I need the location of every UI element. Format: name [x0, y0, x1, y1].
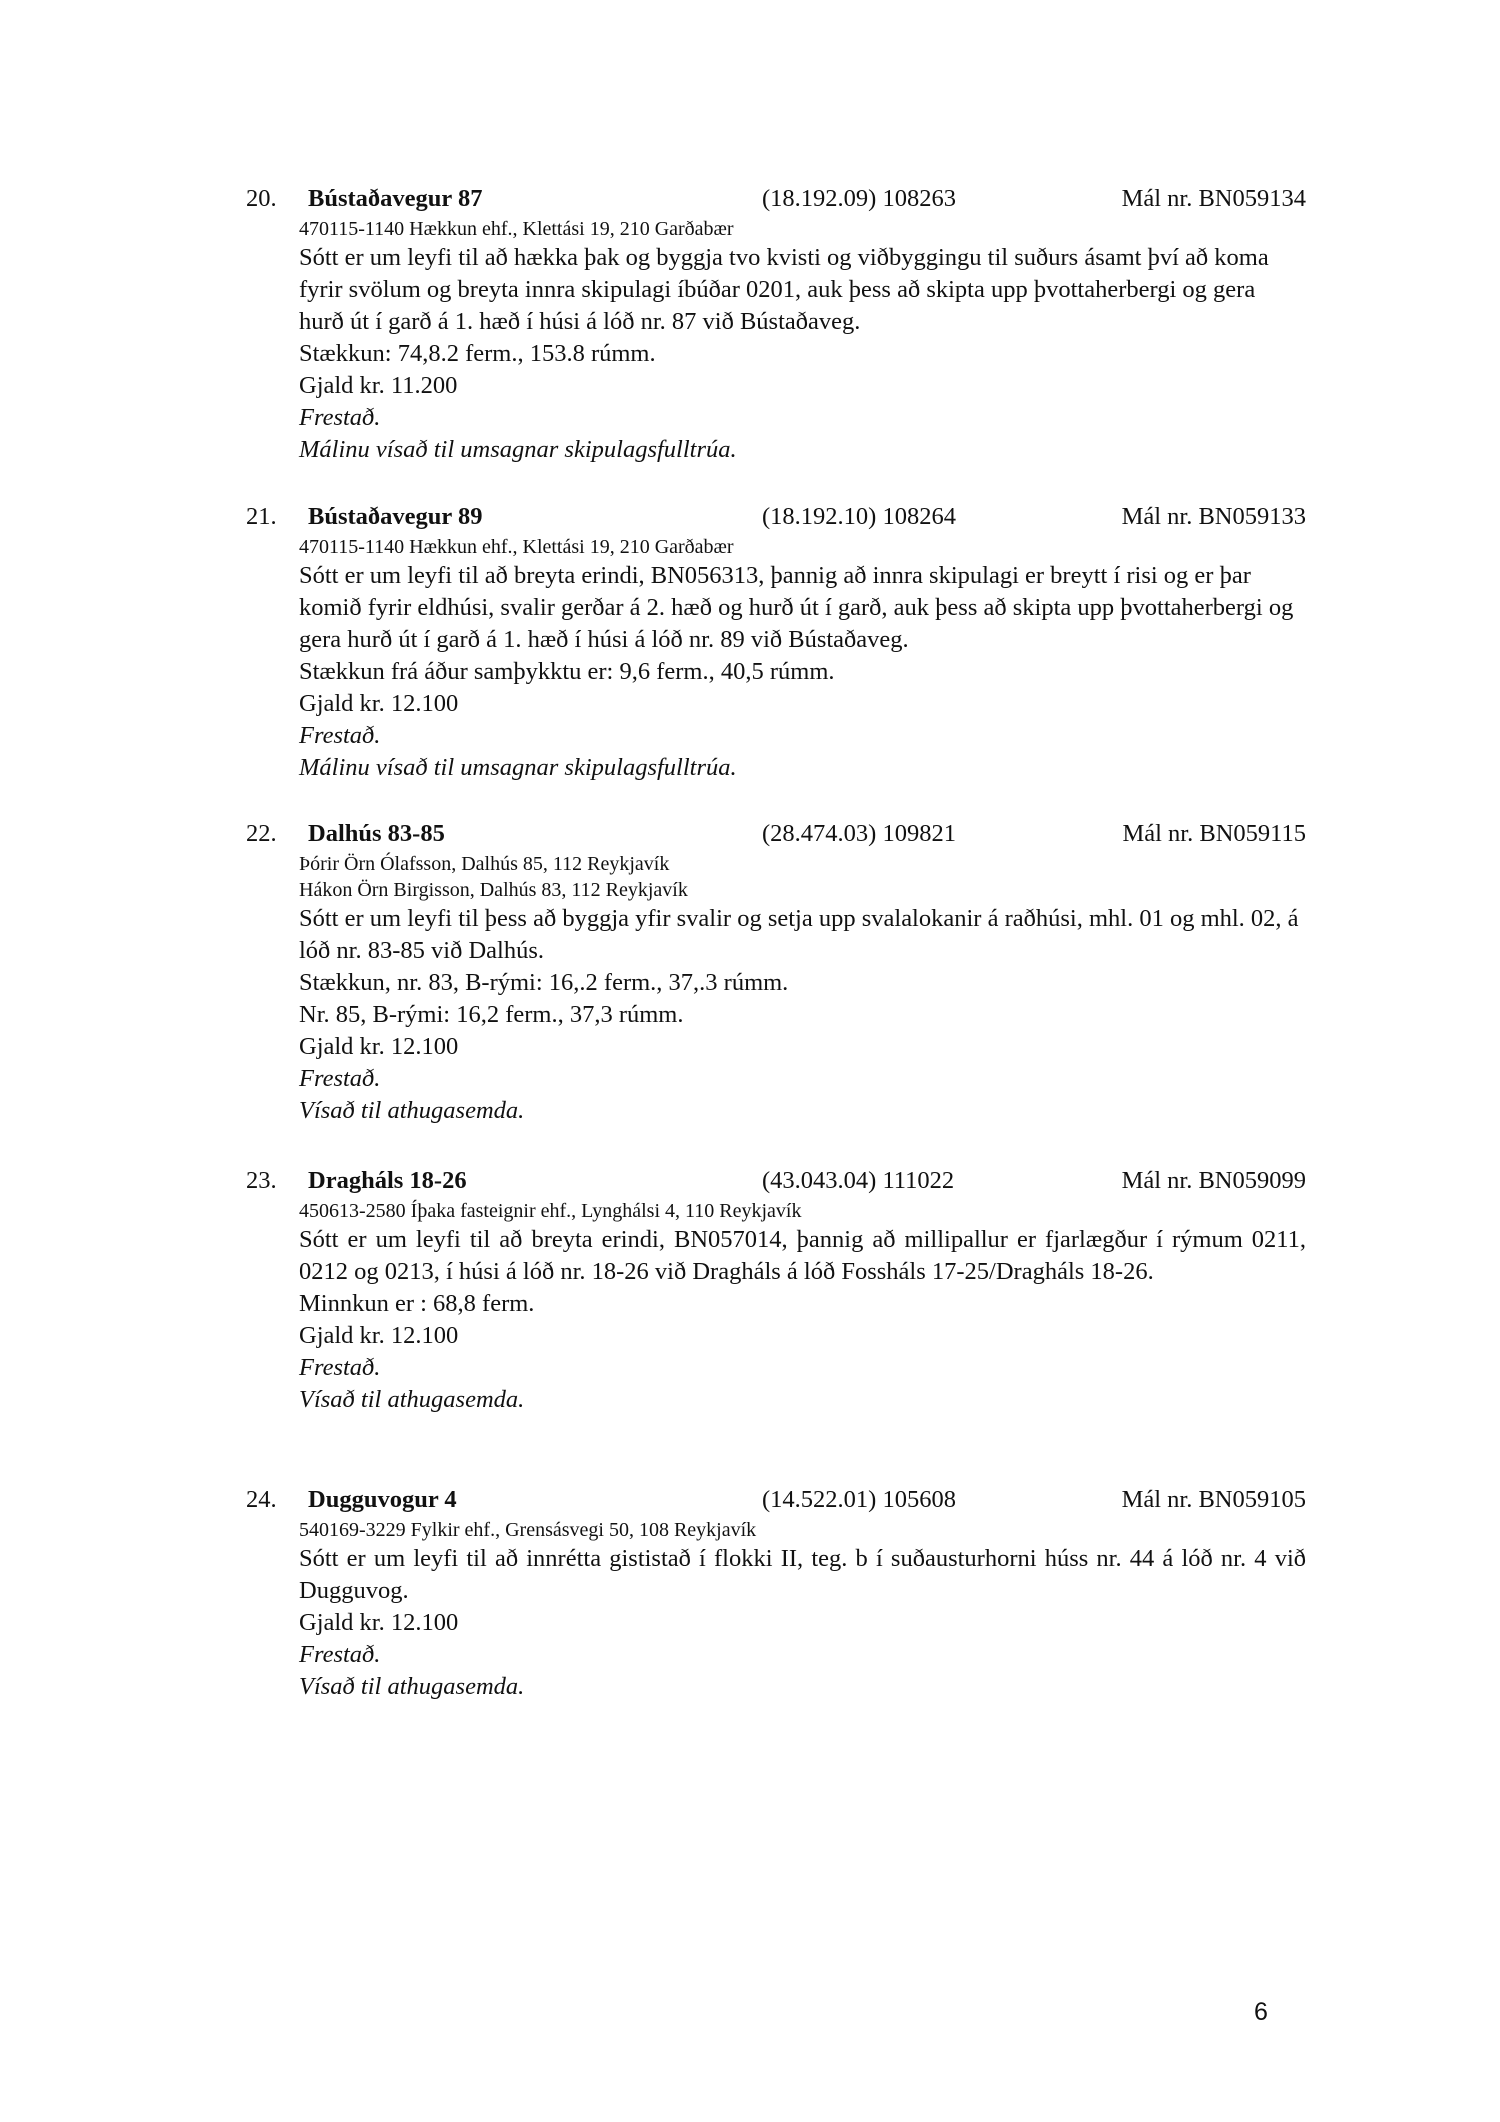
- item-note: Málinu vísað til umsagnar skipulagsfulltrúa.: [299, 436, 737, 463]
- area-change: Minnkun er : 68,8 ferm.: [299, 1290, 535, 1317]
- item-status: Frestað.: [299, 1065, 381, 1092]
- fee: Gjald kr. 12.100: [299, 690, 459, 717]
- item-reference: (14.522.01) 105608: [762, 1486, 956, 1513]
- item-header: [246, 182, 1306, 216]
- item-body: [299, 1198, 1306, 1416]
- agenda-item-21: [246, 500, 1306, 784]
- item-description: Sótt er um leyfi til að innrétta gististað í flokki II, teg. b í suðausturhorni húss nr. 44 á lóð nr. 4 við Dugguvog.: [299, 1545, 1306, 1604]
- agenda-item-24: [246, 1483, 1306, 1703]
- agenda-item-20: [246, 182, 1306, 466]
- item-title: Bústaðavegur 87: [308, 185, 483, 212]
- item-header: [246, 817, 1306, 851]
- applicant: 470115-1140 Hækkun ehf., Klettási 19, 210 Garðabær: [299, 218, 734, 240]
- area-change: Stækkun: 74,8.2 ferm., 153.8 rúmm.: [299, 340, 656, 367]
- item-header: [246, 1483, 1306, 1517]
- item-body: [299, 1517, 1306, 1703]
- applicant: 540169-3229 Fylkir ehf., Grensásvegi 50, 108 Reykjavík: [299, 1519, 757, 1541]
- page-number: 6: [1254, 1998, 1268, 2026]
- item-note: Vísað til athugasemda.: [299, 1097, 525, 1124]
- area-change: Nr. 85, B-rými: 16,2 ferm., 37,3 rúmm.: [299, 1001, 684, 1028]
- item-body: [299, 851, 1306, 1127]
- item-header: [246, 1164, 1306, 1198]
- item-reference: (18.192.09) 108263: [762, 185, 956, 212]
- item-note: Vísað til athugasemda.: [299, 1386, 525, 1413]
- item-description: Sótt er um leyfi til að breyta erindi, BN057014, þannig að millipallur er fjarlægður í rýmum 0211, 0212 og 0213, í húsi á lóð nr. 18-26 við Dragháls á lóð Fossháls 17-25/Dragháls 18-26.: [299, 1226, 1306, 1285]
- fee: Gjald kr. 12.100: [299, 1033, 459, 1060]
- item-status: Frestað.: [299, 1641, 381, 1668]
- item-number: 24.: [246, 1486, 277, 1513]
- fee: Gjald kr. 12.100: [299, 1322, 459, 1349]
- item-description: Sótt er um leyfi til þess að byggja yfir svalir og setja upp svalalokanir á raðhúsi, mhl. 01 og mhl. 02, á lóð nr. 83-85 við Dalhús.: [299, 905, 1299, 964]
- item-title: Dugguvogur 4: [308, 1486, 457, 1513]
- area-change: Stækkun frá áður samþykktu er: 9,6 ferm., 40,5 rúmm.: [299, 658, 835, 685]
- item-number: 20.: [246, 185, 277, 212]
- case-number: Mál nr. BN059115: [1122, 820, 1306, 847]
- item-number: 23.: [246, 1167, 277, 1194]
- case-number: Mál nr. BN059105: [1121, 1486, 1306, 1513]
- agenda-item-22: [246, 817, 1306, 1127]
- item-note: Vísað til athugasemda.: [299, 1673, 525, 1700]
- item-title: Dragháls 18-26: [308, 1167, 467, 1194]
- item-note: Málinu vísað til umsagnar skipulagsfulltrúa.: [299, 754, 737, 781]
- fee: Gjald kr. 12.100: [299, 1609, 459, 1636]
- item-reference: (43.043.04) 111022: [762, 1167, 955, 1194]
- agenda-item-23: [246, 1164, 1306, 1416]
- item-description: Sótt er um leyfi til að hækka þak og byggja tvo kvisti og viðbyggingu til suðurs ásamt því að koma fyrir svölum og breyta innra skipulagi íbúðar 0201, auk þess að skipta upp þvottaherbergi og gera hurð út í garð á 1. hæð í húsi á lóð nr. 87 við Bústaðaveg.: [299, 244, 1269, 335]
- item-number: 21.: [246, 503, 277, 530]
- item-status: Frestað.: [299, 722, 381, 749]
- case-number: Mál nr. BN059134: [1121, 185, 1306, 212]
- item-description: Sótt er um leyfi til að breyta erindi, BN056313, þannig að innra skipulagi er breytt í risi og er þar komið fyrir eldhúsi, svalir gerðar á 2. hæð og hurð út í garð, auk þess að skipta upp þvottaherbergi og gera hurð út í garð á 1. hæð í húsi á lóð nr. 89 við Bústaðaveg.: [299, 562, 1294, 653]
- item-reference: (18.192.10) 108264: [762, 503, 956, 530]
- item-header: [246, 500, 1306, 534]
- applicant: 470115-1140 Hækkun ehf., Klettási 19, 210 Garðabær: [299, 536, 734, 558]
- item-body: [299, 216, 1306, 466]
- item-title: Dalhús 83-85: [308, 820, 445, 847]
- case-number: Mál nr. BN059133: [1121, 503, 1306, 530]
- item-title: Bústaðavegur 89: [308, 503, 483, 530]
- item-body: [299, 534, 1306, 784]
- applicant: 450613-2580 Íþaka fasteignir ehf., Lynghálsi 4, 110 Reykjavík: [299, 1200, 802, 1222]
- item-status: Frestað.: [299, 1354, 381, 1381]
- area-change: Stækkun, nr. 83, B-rými: 16,.2 ferm., 37,.3 rúmm.: [299, 969, 789, 996]
- item-number: 22.: [246, 820, 277, 847]
- item-reference: (28.474.03) 109821: [762, 820, 956, 847]
- applicant: Þórir Örn Ólafsson, Dalhús 85, 112 Reykjavík: [299, 853, 670, 875]
- applicant: Hákon Örn Birgisson, Dalhús 83, 112 Reykjavík: [299, 879, 688, 901]
- fee: Gjald kr. 11.200: [299, 372, 458, 399]
- item-status: Frestað.: [299, 404, 381, 431]
- case-number: Mál nr. BN059099: [1121, 1167, 1306, 1194]
